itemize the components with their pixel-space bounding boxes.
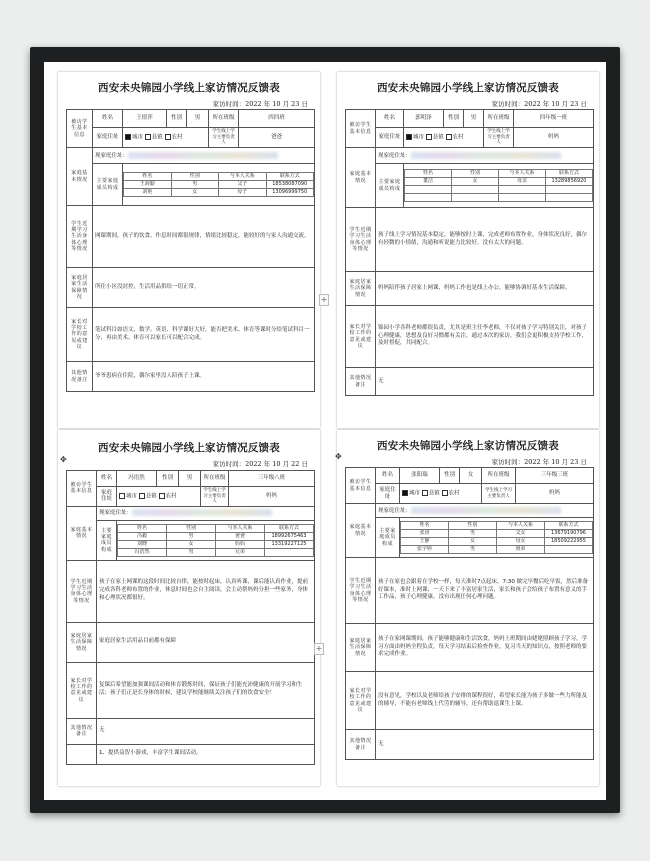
- form-title: 西安未央锦园小学线上家访情况反馈表: [377, 82, 559, 94]
- living-support-label: 家庭居家生活保障情况: [346, 272, 376, 306]
- member-relation: 爸爸: [216, 532, 265, 540]
- student-class: 四年级一班: [514, 110, 594, 128]
- visit-date: 家访时间：2022 年 10 月 23 日: [491, 100, 587, 108]
- members-head-relation: 与本人关系: [216, 524, 265, 532]
- checkbox-icon: [446, 134, 452, 140]
- name-label: 姓名: [376, 468, 400, 484]
- guardian-label: 学生线上学习主要负责人: [484, 128, 514, 148]
- member-phone: 13289856920: [546, 178, 593, 186]
- checkbox-icon: [159, 493, 165, 499]
- study-status-label: 学生近期学习生活身体心理等情况: [346, 208, 376, 272]
- gender-label: 性别: [157, 471, 179, 487]
- student-name: 王煜萍: [123, 110, 167, 128]
- feedback-form-4: [337, 430, 599, 786]
- member-relation: 母子: [219, 189, 267, 197]
- living-support-text: 所住小区没封控，生活用品供给一切正常。: [93, 268, 315, 308]
- members-head-relation: 与本人关系: [497, 522, 545, 530]
- student-class: 四四班: [239, 110, 315, 128]
- members-cell: [117, 520, 315, 560]
- table-move-handle-icon[interactable]: ✥: [335, 452, 342, 461]
- study-status-text: 孩子在家上网课的这段时间比较自律，能按时起床，认真听课，课后能认真作业，提前完成各科老师布置的作业，休息时间也会自主阅读，会主动帮妈妈分担一些家务，身体和心理状况都很好。: [97, 560, 315, 622]
- parent-advice-text: 复课后希望能加强课间活动和体育锻炼时间，保证孩子们能充沛健康的开展学习和生活；孩子们正是长身体的时候，建议学校能继续关注孩子们的饮食安全！: [97, 662, 315, 718]
- family-info-label: 家庭基本情况: [346, 148, 376, 208]
- gender-label: 性别: [167, 110, 187, 128]
- member-gender: 男: [449, 546, 497, 554]
- study-status-label: 学生近期学习生活身体心理等情况: [67, 206, 93, 268]
- parent-advice-label: 家长对学校工作的意见或建议: [67, 308, 93, 362]
- members-head-relation: 与本人关系: [219, 173, 267, 181]
- guardian-label: 学生线上学习主要负责人: [209, 128, 239, 148]
- form-table: [345, 467, 594, 760]
- address-row: [97, 506, 315, 520]
- address-type-label: 家庭住址: [97, 487, 117, 507]
- form-table: [66, 470, 315, 765]
- form-table: [345, 109, 594, 396]
- form-title: 西安未央锦园小学线上家访情况反馈表: [377, 440, 559, 452]
- town-option: 县镇: [145, 493, 157, 500]
- student-class: 三年级三班: [516, 468, 594, 484]
- members-label: 主要家庭成员构成: [93, 164, 123, 206]
- member-gender: 女: [171, 189, 219, 197]
- village-option: 农村: [171, 134, 183, 141]
- family-info-label: 家庭基本情况: [346, 504, 376, 558]
- member-name: 董洁: [405, 178, 452, 186]
- parent-advice-label: 家长对学校工作的意见或建议: [346, 672, 376, 730]
- member-relation: 父女: [497, 530, 545, 538]
- guardian-value: 妈妈: [229, 487, 315, 507]
- table-move-handle-icon[interactable]: ✥: [60, 455, 67, 464]
- city-option: 城市: [409, 490, 421, 497]
- gender-label: 性别: [440, 468, 460, 484]
- checkbox-icon: [426, 134, 432, 140]
- class-label: 所在班级: [201, 471, 229, 487]
- members-head-gender: 性别: [167, 524, 216, 532]
- living-support-label: 家庭居家生活保障情况: [67, 622, 97, 662]
- member-phone: 18538087090: [266, 181, 314, 189]
- family-info-label: 家庭基本情况: [67, 506, 97, 560]
- member-phone: [545, 546, 593, 554]
- members-head-name: 姓名: [124, 173, 172, 181]
- address-label: 现家庭住址：: [95, 152, 129, 159]
- member-phone: [265, 548, 314, 556]
- parent-advice-text: 笔试科目如语文、数学、英语、科学课好大好，能否把美术、体育等课时分给笔试科目一分，再由美术、体育可以家长可以配合完成。: [93, 308, 315, 362]
- other-notes-text: 无: [97, 718, 315, 744]
- address-type-label: 家庭住址: [93, 128, 123, 148]
- redacted-address: [411, 152, 561, 159]
- member-name: 刘艳: [124, 189, 172, 197]
- address-type-label: 家庭住址: [376, 128, 404, 148]
- extra-notes-text: 1、提供益智小游戏，丰富学生课间活动。: [97, 744, 315, 764]
- empty-cell: [546, 186, 593, 194]
- student-name: 冯语然: [117, 471, 157, 487]
- living-support-label: 家庭居家生活保障情况: [346, 624, 376, 672]
- member-name: 张宇婷: [401, 546, 449, 554]
- living-support-text: 家庭居家生活用品目前都有保障: [97, 622, 315, 662]
- living-support-text: 孩子在家网课期间，孩子能够健康和生活饮食，妈妈上班期间由姥姥照顾孩子学习，学习方面由妈妈全程负责，每天学习结束后检查作业，复习当天的知识点，按照老师的要求完成作业。: [376, 624, 594, 672]
- address-row: [376, 504, 594, 518]
- parent-advice-text: 锦园小学各科老师都很负责，尤其是班主任李老师，不仅对孩子学习特别关注，对孩子心理健康，思想及良好习惯都有关注，通过本次的家访，我们会更积极支持学校工作，及时督促，共同配合。: [376, 306, 594, 368]
- checkbox-icon: [422, 490, 428, 496]
- member-gender: 女: [452, 178, 499, 186]
- blank-cell: [67, 744, 97, 764]
- other-notes-label: 其他情况备注: [346, 730, 376, 760]
- parent-advice-label: 家长对学校工作的意见或建议: [346, 306, 376, 368]
- town-option: 县镇: [432, 134, 444, 141]
- member-relation: 妈妈: [216, 540, 265, 548]
- members-label: 主要家庭成员构成: [376, 518, 400, 558]
- address-type-options: [404, 128, 484, 148]
- town-option: 县镇: [428, 490, 440, 497]
- student-gender: 男: [179, 471, 201, 487]
- members-table: [400, 521, 593, 554]
- members-cell: [123, 164, 315, 206]
- address-label: 现家庭住址：: [378, 152, 412, 159]
- address-type-options: [123, 128, 209, 148]
- member-phone: 13096999750: [266, 189, 314, 197]
- parent-advice-text: 没有意见，学校以及老师给孩子安排的课程很好，希望家长能为孩子多做一些力所能及的辅导，不能有老师线上代劳的辅导，还有帮助退课生上课。: [376, 672, 594, 730]
- members-head-name: 姓名: [401, 522, 449, 530]
- members-head-contact: 联系方式: [265, 524, 314, 532]
- checkbox-checked-icon: [125, 134, 131, 140]
- empty-cell: [499, 194, 546, 202]
- village-option: 农村: [165, 493, 177, 500]
- empty-cell: [405, 186, 452, 194]
- members-head-contact: 联系方式: [546, 170, 593, 178]
- members-table: [117, 524, 314, 557]
- members-cell: [404, 164, 594, 208]
- visit-date: 家访时间：2022 年 10 月 23 日: [491, 458, 587, 466]
- student-name: 郭明泽: [404, 110, 444, 128]
- address-label: 现家庭住址：: [378, 507, 412, 514]
- member-name: 冯浩然: [118, 548, 167, 556]
- add-row-icon[interactable]: +: [315, 644, 323, 653]
- form-title: 西安未央锦园小学线上家访情况反馈表: [98, 442, 280, 454]
- members-head-gender: 性别: [449, 522, 497, 530]
- member-relation: 父子: [219, 181, 267, 189]
- add-row-icon[interactable]: +: [320, 295, 328, 304]
- empty-cell: [405, 194, 452, 202]
- member-relation: 兄弟: [216, 548, 265, 556]
- members-head-gender: 性别: [452, 170, 499, 178]
- address-row: [376, 148, 594, 164]
- student-info-label: 被访学生基本信息: [346, 110, 376, 148]
- student-gender: 男: [187, 110, 209, 128]
- visit-date: 家访时间：2022 年 10 月 22 日: [212, 460, 308, 468]
- guardian-value: 妈妈: [514, 128, 594, 148]
- guardian-value: 爸爸: [239, 128, 315, 148]
- guardian-label: 学生线上学习主要负责人: [201, 487, 229, 507]
- student-info-label: 被访学生基本信息: [67, 471, 97, 507]
- city-option: 城市: [126, 493, 138, 500]
- name-label: 姓名: [97, 471, 117, 487]
- empty-cell: [452, 194, 499, 202]
- member-name: 张涛: [401, 530, 449, 538]
- name-label: 姓名: [93, 110, 123, 128]
- feedback-form-3: [58, 430, 320, 786]
- other-notes-text: 爷爷患病在住院，偶尔家里没人陪孩子上课。: [93, 362, 315, 392]
- member-name: 王静: [401, 538, 449, 546]
- checkbox-checked-icon: [402, 490, 408, 496]
- member-relation: 姐弟: [497, 546, 545, 554]
- feedback-form-1: [58, 72, 320, 428]
- address-type-options: [400, 484, 482, 504]
- member-gender: 女: [167, 540, 216, 548]
- member-name: 刘晓: [118, 540, 167, 548]
- form-table: [66, 109, 315, 392]
- parent-advice-label: 家长对学校工作的意见或建议: [67, 662, 97, 718]
- other-notes-label: 其他情况备注: [346, 368, 376, 396]
- redacted-address: [132, 509, 272, 516]
- student-info-label: 被访学生基本信息: [67, 110, 93, 148]
- student-class: 三年级八班: [229, 471, 315, 487]
- study-status-label: 学生近期学习生活身体心理等情况: [346, 558, 376, 624]
- member-gender: 女: [449, 538, 497, 546]
- checkbox-icon: [139, 493, 145, 499]
- empty-cell: [546, 194, 593, 202]
- study-status-text: 孩子在家也会跟着在学校一样，每天准时7点起床，7:30 做完早餐后吃早饭，然后准备好课本，准时上网课；一天下来了丰富居家生活，家长和孩子会给孩子布置有意义的手工作品，孩子心理健康，没有出现任何心理问题。: [376, 558, 594, 624]
- name-label: 姓名: [376, 110, 404, 128]
- members-head-name: 姓名: [118, 524, 167, 532]
- member-phone: 18509222955: [545, 538, 593, 546]
- member-phone: 13679190796: [545, 530, 593, 538]
- member-relation: 母亲: [499, 178, 546, 186]
- member-gender: 男: [449, 530, 497, 538]
- other-notes-label: 其他情况备注: [67, 362, 93, 392]
- members-table: [404, 169, 593, 202]
- member-name: 王海勤: [124, 181, 172, 189]
- other-notes-text: 无: [376, 730, 594, 760]
- address-type-options: [117, 487, 201, 507]
- town-option: 县镇: [151, 134, 163, 141]
- student-gender: 女: [460, 468, 482, 484]
- student-name: 张阳瑞: [400, 468, 440, 484]
- feedback-form-2: [337, 72, 599, 428]
- member-gender: 男: [171, 181, 219, 189]
- family-info-label: 家庭基本情况: [67, 148, 93, 206]
- checkbox-checked-icon: [406, 134, 412, 140]
- class-label: 所在班级: [482, 468, 516, 484]
- empty-cell: [499, 186, 546, 194]
- member-phone: 18992675463: [265, 532, 314, 540]
- other-notes-text: 无: [376, 368, 594, 396]
- members-cell: [400, 518, 594, 558]
- study-status-label: 学生近期学习生活身体心理等情况: [67, 560, 97, 622]
- guardian-label: 学生线上学习主要负责人: [482, 484, 516, 504]
- members-head-contact: 联系方式: [266, 173, 314, 181]
- class-label: 所在班级: [484, 110, 514, 128]
- class-label: 所在班级: [209, 110, 239, 128]
- empty-cell: [452, 186, 499, 194]
- members-head-name: 姓名: [405, 170, 452, 178]
- checkbox-icon: [145, 134, 151, 140]
- members-head-gender: 性别: [171, 173, 219, 181]
- village-option: 农村: [448, 490, 460, 497]
- living-support-label: 家庭居家生活保障情况: [67, 268, 93, 308]
- village-option: 农村: [452, 134, 464, 141]
- members-table: [123, 172, 314, 197]
- guardian-value: 妈妈: [516, 484, 594, 504]
- address-type-label: 家庭住址: [376, 484, 400, 504]
- members-head-relation: 与本人关系: [499, 170, 546, 178]
- gender-label: 性别: [444, 110, 464, 128]
- redacted-address: [128, 152, 278, 159]
- member-name: 冯毅: [118, 532, 167, 540]
- address-row: [93, 148, 315, 164]
- living-support-text: 妈妈陪伴孩子居家上网课，妈妈工作也是线上办公，能够协调好基本生活保障。: [376, 272, 594, 306]
- student-gender: 男: [464, 110, 484, 128]
- members-head-contact: 联系方式: [545, 522, 593, 530]
- other-notes-label: 其他情况备注: [67, 718, 97, 744]
- visit-date: 家访时间：2022 年 10 月 23 日: [212, 100, 308, 108]
- checkbox-icon: [119, 493, 125, 499]
- members-label: 主要家庭成员构成: [376, 164, 404, 208]
- study-status-text: 网课期间，孩子的饮食、作息时间都很规律，情绪比较稳定，能较好的与家人沟通交流。: [93, 206, 315, 268]
- city-option: 城市: [413, 134, 425, 141]
- city-option: 城市: [132, 134, 144, 141]
- members-label: 主要家庭成员构成: [97, 520, 117, 560]
- checkbox-icon: [165, 134, 171, 140]
- checkbox-icon: [442, 490, 448, 496]
- member-gender: 男: [167, 548, 216, 556]
- study-status-text: 孩子线上学习情况基本稳定，能够按时上课，完成老师布置作业，身体状况良好，偶尔有轻微的小情绪，沟通和听说能力比较好，没有太大的问题。: [376, 208, 594, 272]
- redacted-address: [411, 507, 561, 514]
- member-gender: 男: [167, 532, 216, 540]
- form-title: 西安未央锦园小学线上家访情况反馈表: [98, 82, 280, 94]
- address-label: 现家庭住址：: [99, 510, 133, 517]
- student-info-label: 被访学生基本信息: [346, 468, 376, 504]
- member-relation: 母女: [497, 538, 545, 546]
- member-phone: 13319227125: [265, 540, 314, 548]
